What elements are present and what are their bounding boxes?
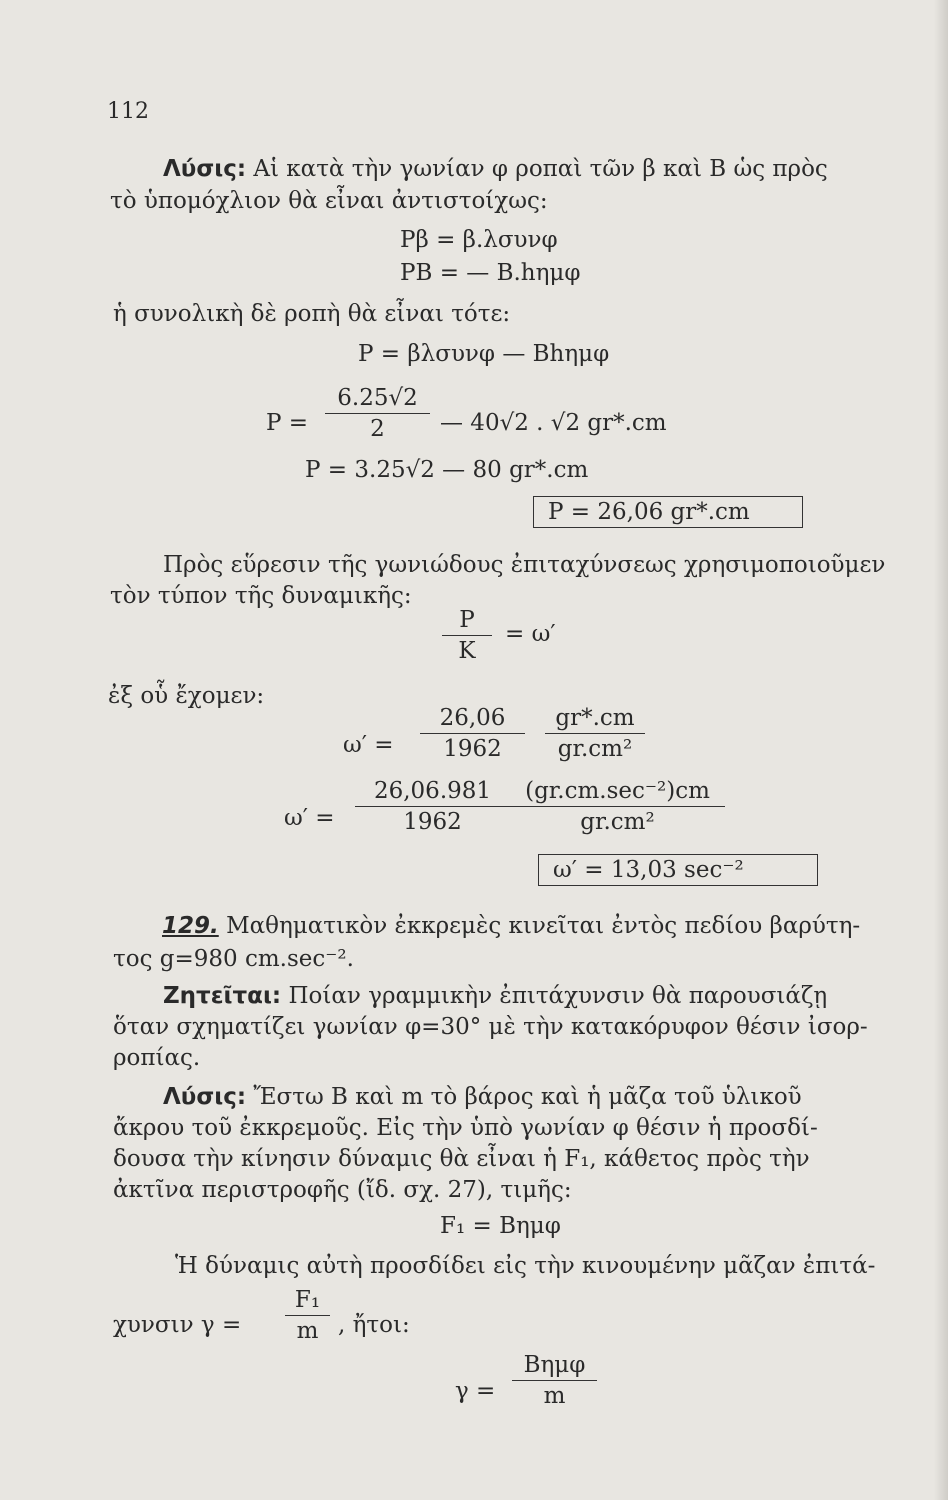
problem-first-line <box>162 912 860 940</box>
w2-numerator: 26,06.981 <box>373 778 492 804</box>
problem-number: 129. <box>162 913 219 939</box>
gamma-denominator: m <box>543 1383 566 1409</box>
eq4-fraction <box>325 385 430 442</box>
solution1-text-2: τὸ ὑπομόχλιον θὰ εἶναι ἀντιστοίχως: <box>110 188 548 214</box>
gamma-inline-numerator: F₁ <box>294 1287 321 1313</box>
problem-text-3: Ποίαν γραμμικὴν ἐπιτάχυνσιν θὰ παρουσιάζῃ <box>288 983 828 1009</box>
w1-fraction <box>420 705 525 762</box>
dynamics-denominator: K <box>458 638 476 664</box>
gamma-fraction <box>512 1352 597 1409</box>
angular-text-2: τὸν τύπον τῆς δυναμικῆς: <box>110 583 412 609</box>
eq4-rest: — 40√2 . √2 gr*.cm <box>440 410 667 436</box>
solution2-text-1: Ἔστω B καὶ m τὸ βάρος καὶ ἡ μᾶζα τοῦ ὑλικοῦ <box>253 1084 802 1110</box>
problem-ask-label: Ζητεῖται: <box>163 983 282 1009</box>
w2-unit-fraction <box>510 778 725 835</box>
result-box-angular: ω′ = 13,03 sec⁻² <box>538 854 818 886</box>
solution2-text-6a: χυνσιν γ = <box>113 1312 242 1338</box>
w1-unit-numerator: gr*.cm <box>555 705 635 731</box>
gamma-lhs: γ = <box>455 1378 496 1404</box>
w2-fraction <box>355 778 510 835</box>
problem-text-1: Μαθηματικὸν ἐκκρεμὲς κινεῖται ἐντὸς πεδίου βαρύτη- <box>226 913 861 939</box>
solution2-text-3: δουσα τὴν κίνησιν δύναμις θὰ εἶναι ἡ F₁, κάθετος πρὸς τὴν <box>113 1146 810 1172</box>
gamma-inline-denominator: m <box>296 1318 319 1344</box>
dynamics-fraction <box>442 607 492 664</box>
equation-total-moment: P = βλσυνφ — Bhημφ <box>358 341 610 367</box>
problem-text-2: τος g=980 cm.sec⁻². <box>113 946 354 972</box>
solution2-text-6b: , ἤτοι: <box>338 1312 410 1338</box>
solution1-text-3: ἡ συνολικὴ δὲ ροπὴ θὰ εἶναι τότε: <box>113 301 511 327</box>
w1-unit-fraction <box>545 705 645 762</box>
problem-ask-line <box>163 982 827 1010</box>
equation-p-value: P = 3.25√2 — 80 gr*.cm <box>305 457 589 483</box>
dynamics-numerator: P <box>459 607 475 633</box>
eq4-lhs: P = <box>266 410 309 436</box>
angular-text-1: Πρὸς εὕρεσιν τῆς γωνιώδους ἐπιταχύνσεως χρησιμοποιοῦμεν <box>163 552 886 578</box>
w1-unit-denominator: gr.cm² <box>557 736 633 762</box>
solution2-text-4: ἀκτῖνα περιστροφῆς (ἴδ. σχ. 27), τιμῆς: <box>113 1177 572 1203</box>
w1-numerator: 26,06 <box>439 705 506 731</box>
page-edge-shadow <box>934 0 948 1500</box>
gamma-numerator: Bημφ <box>523 1352 586 1378</box>
w2-unit-numerator: (gr.cm.sec⁻²)cm <box>525 778 710 804</box>
equation-p-b: PB = — B.hημφ <box>400 260 581 286</box>
gamma-fraction-inline <box>285 1287 330 1344</box>
equation-f1: F₁ = Bημφ <box>440 1213 561 1239</box>
w1-denominator: 1962 <box>443 736 502 762</box>
solution2-first-line <box>163 1083 802 1111</box>
solution2-text-5: Ἡ δύναμις αὐτὴ προσδίδει εἰς τὴν κινουμένην μᾶζαν ἐπιτά- <box>175 1253 876 1279</box>
w2-denominator: 1962 <box>403 809 462 835</box>
equation-p-beta: Pβ = β.λσυνφ <box>400 227 558 253</box>
problem-text-4: ὅταν σχηματίζει γωνίαν φ=30° μὲ τὴν κατακόρυφον θέσιν ἰσορ- <box>113 1014 868 1040</box>
solution1-label: Λύσις: <box>163 156 247 182</box>
solution2-label: Λύσις: <box>163 1084 247 1110</box>
eq4-denominator: 2 <box>370 416 385 442</box>
solution1-first-line <box>163 155 828 183</box>
solution1-text-1: Αἱ κατὰ τὴν γωνίαν φ ροπαὶ τῶν β καὶ Β ὡς πρὸς <box>253 156 828 182</box>
w2-lhs: ω′ = <box>284 805 335 831</box>
eq4-numerator: 6.25√2 <box>337 385 418 411</box>
dynamics-rhs: = ω′ <box>505 621 556 647</box>
page-number: 112 <box>107 99 149 124</box>
w1-lhs: ω′ = <box>343 732 394 758</box>
angular-text-have: ἐξ οὗ ἔχομεν: <box>108 683 265 709</box>
w2-unit-denominator: gr.cm² <box>580 809 655 835</box>
result-box-moment: P = 26,06 gr*.cm <box>533 496 803 528</box>
solution2-text-2: ἄκρου τοῦ ἐκκρεμοῦς. Εἰς τὴν ὑπὸ γωνίαν φ θέσιν ἡ προσδί- <box>113 1115 818 1141</box>
problem-text-5: ροπίας. <box>113 1045 201 1071</box>
